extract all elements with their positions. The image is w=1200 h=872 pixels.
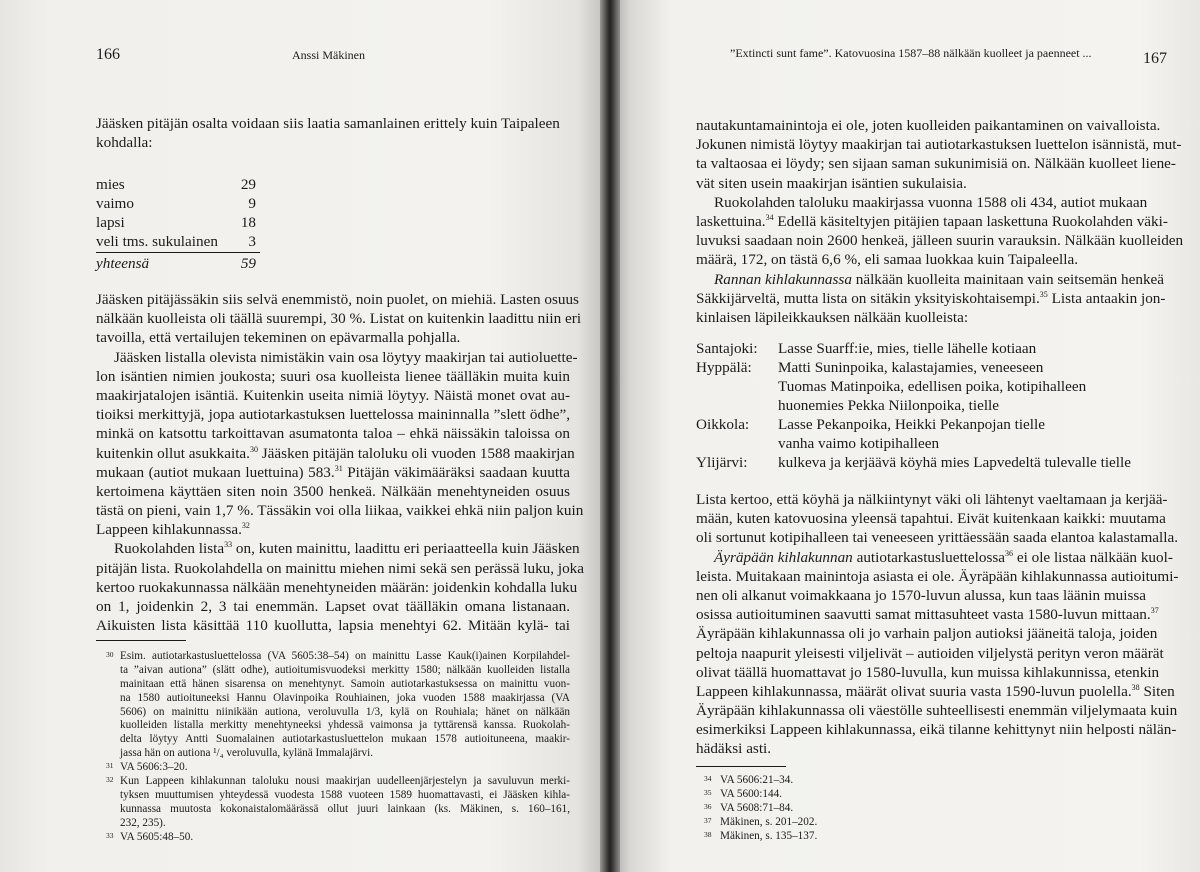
footnote-number: 32 [106, 775, 114, 785]
text-line: minkä on katsottu tarkoittavan asumatonta taloa – ehkä näissäkin taloissa on [96, 425, 570, 443]
total-value: 59 [240, 255, 256, 272]
footnote-text: VA 5600:144. [720, 787, 782, 800]
entry-text: vanha vaimo kotipihalleen [778, 435, 940, 452]
footnote-rule [696, 766, 786, 767]
text-line: nälkään kuolleista oli täällä suurempi, 30 %. Listat on kuitenkin laadittu niin eri [96, 310, 582, 328]
text-line: tioiksi merkittyjä, jopa autiotarkastuksen luettelossa maininnalla ”slett ödhe”, [96, 406, 570, 424]
footnote-number: 38 [704, 829, 712, 839]
footnote [696, 816, 1144, 830]
text-line: kertoo ruokakunnassa nälkään menehtyneiden määrän: joidenkin kohdalla luku [96, 578, 578, 596]
entry-text: Matti Suninpoika, kalastajamies, veneeseen [778, 359, 1044, 376]
footnote-ref: 31 [334, 463, 343, 473]
footnote [696, 788, 1144, 802]
text-line: on 1, joidenkin 2, 3 tai enemmän. Lapset ovat täälläkin omana listanaan. [96, 598, 570, 615]
text-line: ta valtaosaa ei löydy; sen sijaan saman sukunimisiä on. Nälkään kuolleet liene- [696, 155, 1176, 173]
running-head-left: Anssi Mäkinen [292, 48, 365, 62]
text-line: Jääsken pitäjässäkin siis selvä enemmistö, noin puolet, on miehiä. Lasten osuus [96, 291, 579, 308]
footnote-line: kuolleiden listalla merkitty menehtyneeksi yhdessä vaimonsa ja tyttärensä kanssa. Ruokolah- [120, 719, 570, 732]
text-span: on, kuten mainittu, laadittu eri periaatteella kuin Jääsken [232, 540, 580, 558]
text-line: nautakuntamainintoja ei ole, joten kuolleiden paikantaminen on vaivalloista. [696, 117, 1161, 134]
text-line: Äyräpään kihlakunnassa oli jo varhain paljon autioksi jääneitä taloja, joiden [696, 625, 1158, 643]
footnotes-right [696, 774, 1144, 843]
footnote-ref: 32 [241, 521, 250, 531]
text-line: hädäksi asti. [696, 740, 772, 758]
footnote-line: tyksen muuttumisen yhteydessä vuodesta 1588 vuoteen 1589 huomattavasti, ei Jääsken kihla- [120, 788, 570, 801]
footnote-ref: 35 [1039, 289, 1048, 299]
list-item [696, 454, 1131, 472]
footnote-text: Mäkinen, s. 201–202. [720, 815, 818, 828]
footnote-line: Esim. autiotarkastusluettelossa (VA 5605:38–54) on mainittu Lasse Kauk(i)ainen Korpilahdel- [120, 650, 570, 662]
text-line: Jääsken pitäjän osalta voidaan siis laatia samanlainen erittely kuin Taipaleen [96, 115, 560, 132]
footnote-number: 36 [704, 801, 712, 811]
text-line: Aikuisten lista käsittää 110 kuollutta, lapsia menehtyi 62. Mitään kylä- tai [96, 617, 570, 635]
total-label: yhteensä [96, 255, 150, 272]
footnote-rule [96, 640, 186, 641]
text-line: määrä, 172, on tästä 6,6 %, eli samaa luokkaa kuin Taipaleella. [696, 251, 1079, 269]
entry-text: Lasse Suarff:ie, mies, tielle lähelle kotiaan [778, 340, 1037, 357]
right-bottom-text [696, 490, 1179, 759]
text-line: tavoilla, että vertailujen tekeminen on epävarmalla pohjalla. [96, 329, 461, 347]
entry-text: huonemies Pekka Niilonpoika, tielle [778, 397, 1000, 414]
text-line: kinlaisen läpileikkauksen nälkään kuolleista: [696, 308, 969, 326]
row-label: veli tms. sukulainen [96, 233, 218, 250]
row-value: 29 [240, 176, 256, 193]
text-line: mään, kuten katovuosina yleensä tapahtui. Eivät kuitenkaan kaikki: muutama [696, 510, 1166, 528]
intro-paragraph [96, 114, 570, 152]
footnote-line: Kun Lappeen kihlakunnan taloluku nousi maakirjan uudelleenjärjestelyn ja savuluvun merki- [120, 775, 570, 788]
text-line [96, 463, 570, 482]
footnote-ref: 30 [249, 444, 258, 454]
footnote-number: 37 [704, 815, 712, 825]
text-line [696, 289, 1166, 308]
running-head-right: ”Extincti sunt fame”. Katovuosina 1587–88 nälkään kuolleet ja paenneet ... [730, 46, 1092, 60]
text-span: Rannan kihlakunnassa [714, 270, 852, 288]
text-span: Edellä käsiteltyjen pitäjien tapaan laskettuna Ruokolahden väki- [773, 212, 1168, 230]
text-line: pitäjän lista. Ruokolahdella on mainittu miehen nimi sekä sen perässä luku, joka [96, 559, 585, 577]
table-row [96, 176, 256, 194]
list-item [696, 416, 1045, 434]
row-value: 18 [240, 214, 256, 231]
footnote-ref: 36 [1005, 548, 1014, 558]
footnote-line: VA 5606:3–20. [120, 761, 188, 774]
place-name: Hyppälä: [696, 359, 752, 376]
footnote [96, 650, 570, 761]
text-line: tästä on pieni, vain 1,7 %. Tässäkin voi olla liikaa, vaikkei ehkä niin paljon kuin [96, 502, 584, 520]
text-line: olivat täällä huomattavat jo 1580-luvulla, kun muissa kihlakunnissa, etenkin [696, 663, 1160, 681]
text-span: kuitenkin ollut asukkaita. [96, 444, 250, 462]
text-span: Äyräpään kihlakunnan [714, 548, 853, 566]
text-line: maakirjatalojen isäntiä. Kuitenkin useita nimiä löytyy. Näistä monet ovat au- [96, 386, 570, 404]
footnote-line: delta löytyy Antti Suomalainen autiotarkastusluettelon mukaan 1578 autioituneena, maakir- [120, 733, 570, 746]
footnote-text: VA 5608:71–84. [720, 801, 794, 814]
footnote-line: na 1580 autioituneeksi Hannu Olavinpoika Rouhiainen, joka vuoden 1588 maakirjassa (VA [120, 691, 570, 704]
footnote-text: Mäkinen, s. 135–137. [720, 829, 818, 842]
footnote-line: jassa hän on autiona ¹/₄ veroluvulla, kylänä Immalajärvi. [120, 747, 373, 760]
right-page [612, 0, 1200, 872]
footnote-line: kunnassa muutosta kokonaistalomäärässä ollut juuri lainkaan (ks. Mäkinen, s. 160–161, [120, 802, 570, 815]
table-total-row [96, 255, 256, 273]
text-line: Ruokolahden taloluku maakirjassa vuonna 1588 oli 434, autiot mukaan [714, 193, 1148, 211]
footnote [696, 802, 1144, 816]
footnote [96, 775, 570, 831]
footnote [96, 761, 570, 775]
text-line: Lista kertoo, että köyhä ja nälkiintynyt väki oli lähtenyt vaeltamaan ja kerjää- [696, 491, 1168, 508]
text-line [96, 444, 575, 463]
text-span: Lista antaakin jon- [1047, 289, 1166, 307]
row-label: mies [96, 176, 125, 193]
text-line: Jokunen nimistä löytyy maakirjan tai autiotarkastuksen luettelon isännistä, mut- [696, 136, 1182, 154]
text-line [696, 548, 1173, 567]
footnote-ref: 33 [224, 540, 233, 550]
text-line [696, 682, 1175, 701]
text-line [696, 212, 1168, 231]
text-span: Ruokolahden lista [114, 540, 225, 558]
footnote-line: mainitaan että hänen sisarensa on menehtynyt. Samoin autiotarkastuksessa on mainittu vuon- [120, 677, 570, 690]
row-value: 3 [248, 233, 256, 250]
text-line: oli sortunut kotipihalleen tai veneeseen yrittäessään saada elantoa kalastamalla. [696, 529, 1179, 547]
table-row [96, 214, 256, 232]
footnote [96, 831, 570, 845]
footnote-line: 232, 235). [120, 816, 166, 829]
footnote-text: VA 5606:21–34. [720, 774, 794, 786]
place-name: Oikkola: [696, 416, 750, 433]
table-row [96, 233, 256, 251]
right-top-text [696, 116, 1184, 327]
place-name: Santajoki: [696, 340, 758, 357]
footnote-number: 34 [704, 774, 712, 783]
book-gutter [600, 0, 620, 872]
entry-text: kulkeva ja kerjäävä köyhä mies Lapvedeltä tulevalle tielle [778, 454, 1131, 471]
text-line [96, 539, 580, 558]
footnote-number: 30 [106, 650, 114, 659]
text-line: vät siten usein maakirjan isäntien sukulaisia. [696, 174, 967, 192]
place-name: Ylijärvi: [696, 454, 748, 471]
footnote-number: 35 [704, 787, 712, 797]
text-span: Siten [1139, 682, 1175, 700]
footnote [696, 774, 1144, 788]
text-span: ei ole listaa nälkään kuol- [1013, 548, 1173, 566]
row-label: lapsi [96, 214, 125, 231]
text-span: Jääsken pitäjän taloluku oli vuoden 1588 maakirjan [257, 444, 575, 462]
footnote-line: ta ”aivan autiona” (slätt odhe), autioitumisvuodeksi merkitty 1580; nälkään kuolleiden listalla [120, 663, 570, 676]
row-label: vaimo [96, 195, 134, 212]
footnote-number: 33 [106, 830, 114, 840]
text-span: mukaan (autiot mukaan luettuina) 583. [96, 463, 335, 481]
entry-text: Tuomas Matinpoika, edellisen poika, kotipihalleen [778, 378, 1087, 395]
footnote-ref: 38 [1131, 682, 1140, 692]
footnote-line: VA 5605:48–50. [120, 830, 194, 843]
page-number-left: 166 [96, 46, 120, 63]
list-item [696, 359, 1044, 377]
text-line: esimerkiksi Lappeen kihlakunnassa, eikä tilanne kehittynyt niin helposti nälän- [696, 721, 1177, 739]
text-line: luvuksi saadaan noin 2600 henkeä, jälleen suurin varauksin. Nälkään kuolleiden [696, 232, 1184, 250]
text-line: nen oli alkanut voimakkaana jo 1570-luvun alussa, kun taas läänin muissa [696, 586, 1147, 604]
table-row [96, 195, 256, 213]
text-span: laskettuina. [696, 212, 766, 230]
text-line: peltoja naapurit yleisesti viljelivät – autioiden viljelystä perityn veron määrät [696, 644, 1164, 662]
text-line: Äyräpään kihlakunnassa oli väestölle suhteellisesti enemmän viljelymaata kuin [696, 702, 1178, 720]
footnote-number: 31 [106, 761, 114, 771]
entry-text: Lasse Pekanpoika, Heikki Pekanpojan tielle [778, 416, 1045, 433]
table-rule [96, 252, 260, 253]
row-value: 9 [248, 195, 256, 212]
text-span: nälkään kuolleita mainitaan vain seitsemän henkeä [855, 270, 1165, 288]
text-span: Säkkijärveltä, mutta lista on sitäkin yksityiskohtaisempi. [696, 289, 1040, 307]
text-line [696, 605, 1159, 624]
text-span: Lappeen kihlakunnassa. [96, 521, 242, 539]
text-line: kertoimena käyttäen siten noin 3500 henkeä. Nälkään menehtyneiden osuus [96, 482, 570, 500]
footnotes-left [96, 650, 570, 844]
text-span: autiotarkastusluettelossa [856, 548, 1006, 566]
text-line [96, 520, 570, 539]
text-line: leista. Muitakaan mainintoja asiasta ei ole. Äyräpään kihlakunnassa autioitumi- [696, 567, 1179, 585]
footnote-line: 5606) on mainittu niinikään autiona, veroluvulla 1/3, kylä on Rouhiala; hänet on nälkään [120, 705, 570, 718]
page-number-right: 167 [1143, 50, 1167, 67]
text-line: lon isäntien nimien joukosta; suuri osa kuolleista lienee täälläkin muita kuin [96, 367, 570, 385]
text-span: osissa autioituminen saavutti samat mittasuhteet vasta 1580-luvun mittaan. [696, 606, 1151, 624]
text-line: Jääsken listalla olevista nimistäkin vain osa löytyy maakirjan tai autioluette- [114, 348, 578, 366]
list-item [696, 340, 1037, 358]
footnote-ref: 34 [765, 212, 774, 222]
text-span: Pitäjän väkimääräksi saadaan kuutta [342, 463, 570, 481]
text-line: kohdalla: [96, 134, 153, 152]
footnote-ref: 37 [1150, 606, 1159, 616]
main-text [96, 290, 585, 635]
footnote [696, 830, 1144, 844]
text-line [696, 270, 1165, 289]
text-span: Lappeen kihlakunnassa, määrät olivat suuria vasta 1590-luvun puolella. [696, 682, 1132, 700]
